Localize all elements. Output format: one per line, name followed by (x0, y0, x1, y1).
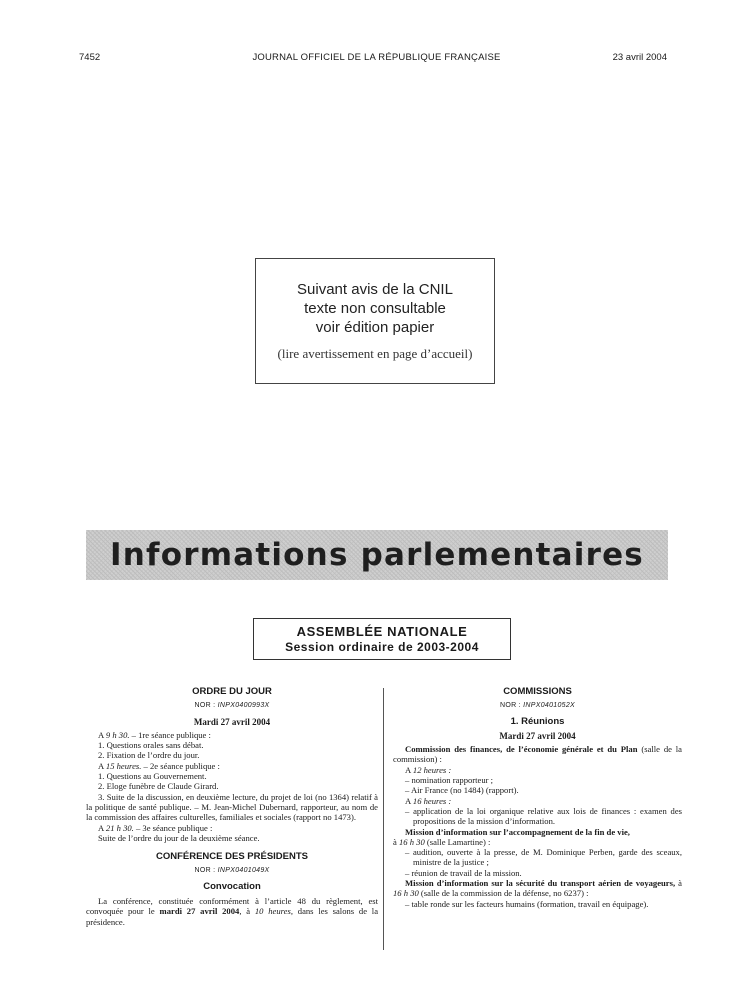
time: 12 heures : (412, 764, 452, 775)
room: (salle de la commission) : (393, 744, 682, 765)
cnil-line-1: Suivant avis de la CNIL (297, 281, 453, 298)
nor-label: NOR : (499, 702, 521, 710)
nor-code: INPX0400993X (217, 702, 270, 710)
convocation-text (86, 896, 378, 927)
seance-1-item: 2. Fixation de l’ordre du jour. (98, 750, 200, 761)
commissions-date: Mardi 27 avril 2004 (499, 730, 576, 741)
commissions-nor (393, 701, 682, 711)
title: Mission d’information sur l’accompagnement de la fin de vie, (405, 826, 630, 837)
column-divider (383, 688, 384, 950)
commissions-heading: COMMISSIONS (503, 686, 572, 697)
right-column (393, 684, 682, 909)
fin-de-vie-item: – audition, ouverte à la presse, de M. Dominique Perben, garde des sceaux, ministre de la justice ; (405, 847, 682, 868)
cnil-note: (lire avertissement en page d’accueil) (277, 346, 473, 361)
text: La conférence, constituée conformément à l’article 48 du règlement, est convoquée pour le (86, 896, 378, 917)
seance-3-heading (86, 823, 378, 833)
section-banner (86, 530, 668, 580)
ordre-date: Mardi 27 avril 2004 (193, 716, 271, 727)
transport-heading (393, 878, 682, 899)
text: (salle Lamartine) : (424, 836, 491, 847)
finances-time-1 (393, 765, 682, 775)
cnil-notice-box (255, 258, 495, 384)
nor-label: NOR : (194, 867, 216, 875)
time: 16 heures : (412, 795, 452, 806)
fin-de-vie-heading (393, 827, 682, 837)
journal-title: JOURNAL OFFICIEL DE LA RÉPUBLIQUE FRANÇAISE (252, 52, 501, 63)
left-column (86, 684, 378, 927)
text: à (675, 878, 682, 889)
text: A (98, 822, 106, 833)
fin-de-vie-when (393, 837, 682, 847)
cnil-line-2: texte non consultable (304, 300, 446, 317)
text: , dans les salons de la présidence. (86, 906, 379, 927)
cnil-line-3: voir édition papier (315, 319, 435, 336)
date: mardi 27 avril 2004 (159, 906, 240, 917)
reunions-heading: 1. Réunions (510, 715, 565, 727)
assembly-box (253, 618, 511, 660)
time: 16 h 30 (393, 888, 419, 899)
banner-title: Informations parlementaires (110, 537, 644, 573)
finances-item: – nomination rapporteur ; (405, 775, 494, 786)
nor-label: NOR : (194, 702, 216, 710)
seance-2-item: 1. Questions au Gouvernement. (98, 771, 207, 782)
seance-2-heading (86, 761, 378, 771)
text: – 3e séance publique : (133, 822, 213, 833)
page-date: 23 avril 2004 (612, 52, 667, 63)
session-label: Session ordinaire de 2003-2004 (285, 640, 479, 654)
page-number: 7452 (79, 52, 101, 63)
text: à (393, 836, 399, 847)
convocation-heading: Convocation (203, 880, 261, 892)
seance-1-heading (86, 730, 378, 740)
time: 10 heures (254, 906, 291, 917)
seance-2-item: 2. Eloge funèbre de Claude Girard. (98, 781, 219, 792)
text: A (98, 760, 106, 771)
seance-1-item: 1. Questions orales sans débat. (98, 740, 204, 751)
text: – 1re séance publique : (129, 729, 211, 740)
finances-item: – application de la loi organique relative aux lois de finances : examen des propositions de la mission d’information. (405, 805, 682, 827)
transport-item: – table ronde sur les facteurs humains (formation, travail en équipage). (405, 898, 649, 909)
time: 21 h 30. (105, 822, 134, 833)
ordre-nor (86, 701, 378, 711)
title: Mission d’information sur la sécurité du transport aérien de voyageurs, (405, 878, 676, 889)
title: Commission des finances, de l’économie générale et du Plan (405, 744, 638, 755)
ordre-du-jour-heading: ORDRE DU JOUR (192, 686, 272, 697)
text: – 2e séance publique : (141, 760, 220, 771)
assembly-name: ASSEMBLÉE NATIONALE (296, 624, 468, 639)
time: 9 h 30. (105, 729, 130, 740)
time: 15 heures. (105, 760, 142, 771)
text: A (405, 795, 413, 806)
seance-2-item: 3. Suite de la discussion, en deuxième lecture, du projet de loi (no 1364) relatif à la politique de santé publique. – M. Jean-Michel Dubernard, rapporteur, au nom de la commission des affaires culturelles, familiales et sociales (rapport no 1473). (86, 791, 378, 823)
conference-heading: CONFÉRENCE DES PRÉSIDENTS (155, 851, 309, 863)
nor-code: INPX0401049X (217, 867, 270, 875)
finances-item: – Air France (no 1484) (rapport). (405, 785, 519, 796)
finances-time-2 (393, 796, 682, 806)
text: A (405, 764, 413, 775)
text: (salle de la commission de la défense, no 6237) : (418, 888, 589, 899)
nor-code: INPX0401052X (523, 702, 576, 710)
time: 16 h 30 (398, 836, 425, 847)
fin-de-vie-item: – réunion de travail de la mission. (405, 867, 522, 878)
text: , à (239, 906, 255, 917)
text: A (98, 729, 106, 740)
seance-3-text: Suite de l’ordre du jour de la deuxième séance. (98, 832, 260, 843)
finances-heading (393, 744, 682, 765)
conference-nor (86, 866, 378, 876)
